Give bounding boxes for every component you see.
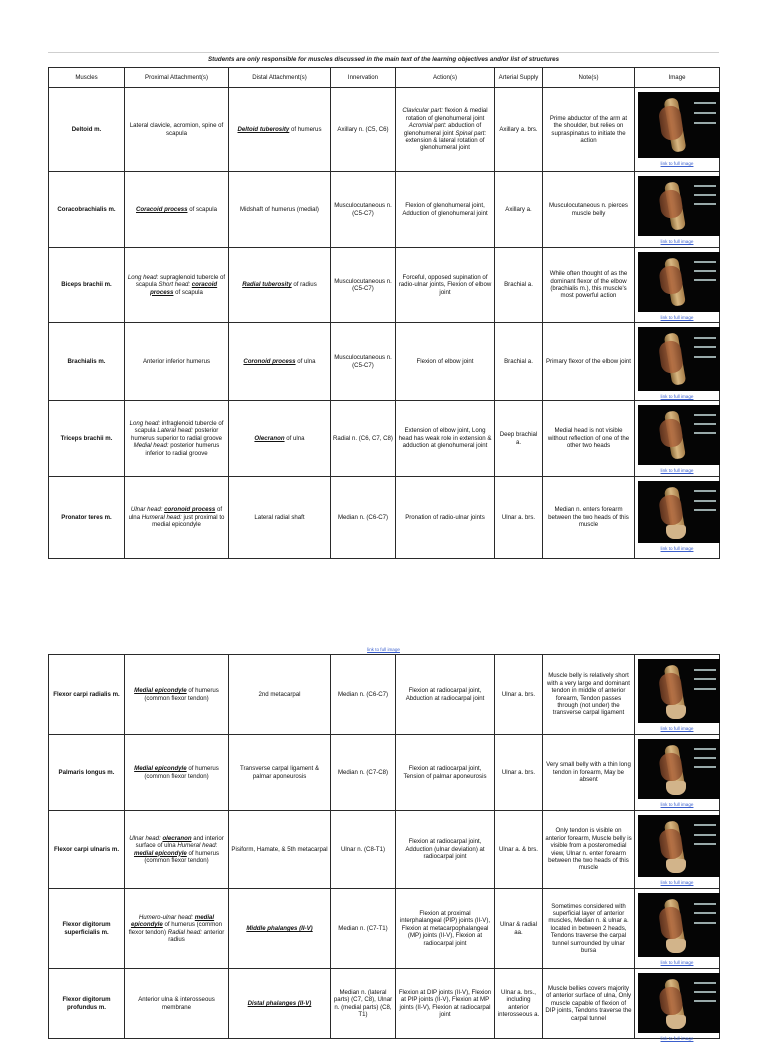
proximal-text: and interior surface of ulna: [135, 834, 224, 850]
muscle-name: Biceps brachii m.: [49, 248, 125, 323]
proximal-attachment: [125, 172, 229, 248]
arterial-supply: Axillary a. brs.: [495, 88, 543, 172]
table-body-upper: [49, 88, 720, 559]
muscle-name: Triceps brachii m.: [49, 401, 125, 477]
proximal-text: posterior humerus inferior to radial groove: [145, 442, 220, 457]
image-cell: [635, 735, 720, 811]
actions: [396, 477, 495, 559]
image-cell: [635, 172, 720, 248]
table-row: [49, 323, 720, 401]
distal-attachment: [229, 969, 331, 1039]
distal-text: Radial tuberosity: [242, 281, 292, 289]
image-cell: [635, 248, 720, 323]
arterial-supply: Ulnar a. brs.: [495, 477, 543, 559]
proximal-text: posterior humerus superior to radial groove: [130, 427, 223, 442]
proximal-attachment: [125, 248, 229, 323]
label-line: [694, 912, 716, 914]
innervation: Median n. (C7-C8): [331, 735, 396, 811]
proximal-attachment: [125, 735, 229, 811]
proximal-text: supraglenoid tubercle of scapula: [135, 273, 226, 289]
proximal-text: Humeral head:: [177, 842, 218, 850]
muscle-table-lower: [48, 654, 720, 1039]
proximal-text: of scapula: [173, 288, 203, 296]
anatomy-photo[interactable]: [638, 973, 720, 1033]
distal-text: Pisiform, Hamate, & 5th metacarpal: [231, 845, 328, 853]
full-image-link[interactable]: link to full image: [660, 880, 694, 885]
arterial-supply: Ulnar & radial aa.: [495, 889, 543, 969]
action-text: Spinal part:: [455, 129, 487, 137]
proximal-text: of ulna: [128, 506, 223, 521]
innervation: Median n. (C7-T1): [331, 889, 396, 969]
full-image-link[interactable]: link to full image: [367, 647, 400, 652]
header-actions: Action(s): [396, 68, 495, 88]
full-image-link[interactable]: link to full image: [660, 239, 694, 244]
muscle-shape: [658, 906, 684, 941]
innervation: Musculocutaneous n. (C5-C7): [331, 248, 396, 323]
hand-shape: [666, 781, 686, 795]
full-image-link[interactable]: link to full image: [660, 960, 694, 965]
label-line: [694, 122, 716, 124]
full-image-link[interactable]: link to full image: [660, 394, 694, 399]
arterial-supply: Brachial a.: [495, 248, 543, 323]
responsibility-banner: Students are only responsible for muscles discussed in the main text of the learning objectives and/or list of structures: [207, 56, 560, 63]
muscle-name: Pronator teres m.: [49, 477, 125, 559]
actions: [396, 969, 495, 1039]
label-line: [694, 991, 716, 993]
distal-text: Midshaft of humerus (medial): [240, 205, 319, 213]
distal-text: of humerus: [289, 125, 322, 133]
label-line: [694, 270, 716, 272]
muscle-name: Deltoid m.: [49, 88, 125, 172]
label-line: [694, 203, 716, 205]
arterial-supply: Ulnar a. brs.: [495, 655, 543, 735]
header-notes: Note(s): [543, 68, 635, 88]
proximal-text: of humerus (common flexor tendon): [144, 849, 220, 864]
image-cell: [635, 969, 720, 1039]
action-text: Acromial part:: [408, 122, 447, 130]
innervation: Median n. (lateral parts) (C7, C8), Ulnar n. (medial parts) (C8, T1): [331, 969, 396, 1039]
action-text: Flexion of glenohumeral joint, Adduction of glenohumeral joint: [402, 202, 488, 217]
hand-shape: [666, 939, 686, 953]
label-line: [694, 432, 716, 434]
image-cell: [635, 655, 720, 735]
innervation: Musculocutaneous n. (C5-C7): [331, 172, 396, 248]
distal-attachment: [229, 477, 331, 559]
header-arterial-supply: Arterial Supply: [495, 68, 543, 88]
arterial-supply: Ulnar a. brs., including anterior interosseous a.: [495, 969, 543, 1039]
header-image: Image: [635, 68, 720, 88]
notes: While often thought of as the dominant flexor of the elbow (brachialis m.), this muscle's most powerful action: [543, 248, 635, 323]
label-line: [694, 500, 716, 502]
image-cell: [635, 477, 720, 559]
distal-text: Lateral radial shaft: [254, 513, 305, 521]
label-line: [694, 261, 716, 263]
distal-text: Olecranon: [254, 434, 285, 442]
label-line: [694, 423, 716, 425]
proximal-text: Humeral head:: [141, 513, 182, 521]
table-row: [49, 477, 720, 559]
action-text: Flexion at proximal interphalangeal (PIP) joints (II-V), Flexion at metacarpophalangeal (MP) joints (II-V), Flexion at radiocarpal joint: [399, 909, 491, 947]
arterial-supply: Ulnar a. brs.: [495, 735, 543, 811]
label-line: [694, 414, 716, 416]
proximal-text: Medial head:: [133, 442, 169, 450]
image-cell: [635, 401, 720, 477]
notes: Only tendon is visible on anterior forearm, Muscle belly is visible from a posteromedial view, Ulnar n. enter forearm between the two heads of this muscle: [543, 811, 635, 889]
action-text: Flexion at DIP joints (II-V), Flexion at PIP joints (II-V), Flexion at MP joints (II-V), Flexion at radiocarpal joint: [398, 988, 492, 1018]
table-row: [49, 811, 720, 889]
action-text: Clavicular part:: [402, 107, 443, 115]
proximal-text: Long head:: [127, 273, 159, 281]
notes: Prime abductor of the arm at the shoulder, but relies on supraspinatus to initiate the action: [543, 88, 635, 172]
action-text: Flexion at radiocarpal joint, Tension of palmar aponeurosis: [403, 765, 487, 780]
muscle-name: Flexor carpi ulnaris m.: [49, 811, 125, 889]
table-row: [49, 655, 720, 735]
distal-text: Transverse carpal ligament & palmar aponeurosis: [239, 765, 320, 780]
label-line: [694, 982, 716, 984]
anatomy-photo[interactable]: [638, 327, 720, 391]
proximal-text: Lateral clavicle, acromion, spine of scapula: [129, 122, 224, 137]
muscle-shape: [658, 105, 685, 142]
label-line: [694, 824, 716, 826]
anatomy-photo[interactable]: [638, 252, 720, 312]
label-line: [694, 903, 716, 905]
muscle-name: Coracobrachialis m.: [49, 172, 125, 248]
proximal-attachment: [125, 889, 229, 969]
proximal-text: Humero-ulnar head:: [138, 913, 194, 921]
label-line: [694, 748, 716, 750]
proximal-attachment: [125, 88, 229, 172]
distal-text: Distal phalanges (II-V): [247, 999, 312, 1007]
label-line: [694, 757, 716, 759]
actions: [396, 88, 495, 172]
muscle-name: Flexor digitorum superficialis m.: [49, 889, 125, 969]
distal-attachment: [229, 401, 331, 477]
proximal-attachment: [125, 401, 229, 477]
notes: Muscle belly is relatively short with a very large and dominant tendon in middle of anterior forearm, Tendon passes through (not under) the transverse carpal ligament: [543, 655, 635, 735]
action-text: Flexion at radiocarpal joint, Adduction (ulnar deviation) at radiocarpal joint: [405, 838, 485, 861]
anatomy-photo[interactable]: [638, 405, 720, 465]
proximal-text: of humerus (common flexor tendon): [144, 765, 219, 780]
label-line: [694, 185, 716, 187]
notes: Very small belly with a thin long tendon in forearm, May be absent: [543, 735, 635, 811]
full-image-link[interactable]: link to full image: [660, 802, 694, 807]
full-image-link[interactable]: link to full image: [660, 468, 694, 473]
muscle-shape: [658, 340, 684, 375]
innervation: Musculocutaneous n. (C5-C7): [331, 323, 396, 401]
proximal-text: anterior radius: [168, 928, 225, 943]
full-image-link[interactable]: link to full image: [660, 161, 694, 166]
distal-attachment: [229, 889, 331, 969]
header-proximal-attachment: Proximal Attachment(s): [125, 68, 229, 88]
notes: Muscle bellies covers majority of anterior surface of ulna, Only muscle capable of flexion of DIP joints, Tendons traverse the carpal tunnel: [543, 969, 635, 1039]
action-text: Flexion of elbow joint: [416, 357, 474, 365]
table-section-upper: [48, 52, 719, 551]
anatomy-photo[interactable]: [638, 176, 720, 236]
table-section-lower: [48, 645, 719, 1041]
hand-shape: [666, 859, 686, 873]
actions: [396, 323, 495, 401]
notes: Medial head is not visible without reflection of one of the other two heads: [543, 401, 635, 477]
proximal-text: of humerus (common flexor tendon): [144, 687, 219, 702]
actions: [396, 401, 495, 477]
proximal-attachment: [125, 477, 229, 559]
proximal-text: Long head:: [129, 419, 161, 427]
innervation: Axillary n. (C5, C6): [331, 88, 396, 172]
anatomy-photo[interactable]: [638, 893, 720, 957]
arterial-supply: Brachial a.: [495, 323, 543, 401]
proximal-text: Lateral head:: [157, 427, 193, 435]
arterial-supply: Deep brachial a.: [495, 401, 543, 477]
label-line: [694, 678, 716, 680]
muscle-shape: [658, 494, 684, 527]
full-image-link[interactable]: link to full image: [660, 1036, 694, 1041]
hand-shape: [666, 1015, 686, 1029]
distal-text: of ulna: [295, 357, 316, 365]
proximal-text: olecranon: [162, 834, 192, 842]
muscle-shape: [658, 828, 684, 861]
action-text: abduction of glenohumeral joint: [403, 122, 482, 137]
actions: [396, 248, 495, 323]
table-row: [49, 248, 720, 323]
distal-text: Deltoid tuberosity: [237, 125, 290, 133]
hand-shape: [666, 525, 686, 539]
muscle-table-upper: [48, 67, 720, 559]
distal-attachment: [229, 735, 331, 811]
proximal-text: of humerus (common flexor tendon): [128, 921, 223, 936]
image-cell: [635, 323, 720, 401]
label-line: [694, 688, 716, 690]
anatomy-photo[interactable]: [638, 659, 720, 723]
anatomy-photo[interactable]: [638, 481, 720, 543]
proximal-text: Short head:: [158, 281, 191, 289]
notes: Sometimes considered with superficial layer of anterior muscles, Median n. & ulnar a. located in between 2 heads, Tendons traverse the carpal tunnel surrounded by ulnar bursa: [543, 889, 635, 969]
label-line: [694, 843, 716, 845]
proximal-text: Ulnar head:: [129, 834, 161, 842]
table-row: [49, 172, 720, 248]
muscle-name: Flexor digitorum profundus m.: [49, 969, 125, 1039]
muscle-shape: [658, 672, 684, 707]
actions: [396, 735, 495, 811]
label-line: [694, 766, 716, 768]
proximal-text: of scapula: [187, 205, 217, 213]
header-distal-attachment: Distal Attachment(s): [229, 68, 331, 88]
image-cell: [635, 88, 720, 172]
distal-attachment: [229, 248, 331, 323]
table-row: [49, 889, 720, 969]
hand-shape: [666, 705, 686, 719]
proximal-text: Radial head:: [167, 928, 202, 936]
action-text: Forceful, opposed supination of radio-ulnar joints, Flexion of elbow joint: [398, 273, 492, 296]
label-line: [694, 194, 716, 196]
table-row: [49, 735, 720, 811]
distal-attachment: [229, 172, 331, 248]
proximal-text: Anterior inferior humerus: [142, 357, 211, 365]
notes: Musculocutaneous n. pierces muscle belly: [543, 172, 635, 248]
actions: [396, 811, 495, 889]
anatomy-photo[interactable]: [638, 815, 720, 877]
label-line: [694, 112, 716, 114]
table-row: [49, 969, 720, 1039]
anatomy-photo[interactable]: [638, 92, 720, 158]
table-body-lower: [49, 655, 720, 1039]
proximal-text: Anterior ulna & interosseous membrane: [138, 996, 215, 1011]
full-image-link[interactable]: link to full image: [660, 726, 694, 731]
actions: [396, 655, 495, 735]
distal-attachment: [229, 811, 331, 889]
proximal-text: infraglenoid tubercle of scapula: [134, 419, 224, 435]
innervation: Median n. (C6-C7): [331, 477, 396, 559]
muscle-name: Flexor carpi radialis m.: [49, 655, 125, 735]
distal-attachment: [229, 88, 331, 172]
table-header-row: [49, 68, 720, 88]
label-line: [694, 509, 716, 511]
proximal-attachment: [125, 655, 229, 735]
label-line: [694, 1000, 716, 1002]
label-line: [694, 346, 716, 348]
action-text: Flexion at radiocarpal joint, Abduction at radiocarpal joint: [405, 687, 485, 702]
header-innervation: Innervation: [331, 68, 396, 88]
distal-attachment: [229, 323, 331, 401]
label-line: [694, 337, 716, 339]
notes: Primary flexor of the elbow joint: [543, 323, 635, 401]
proximal-text: coracoid process: [150, 281, 218, 296]
muscle-name: Brachialis m.: [49, 323, 125, 401]
label-line: [694, 279, 716, 281]
proximal-attachment: [125, 323, 229, 401]
innervation: Median n. (C6-C7): [331, 655, 396, 735]
header-muscles: Muscles: [49, 68, 125, 88]
proximal-text: coronoid process: [164, 506, 216, 514]
proximal-text: Coracoid process: [136, 205, 188, 213]
distal-attachment: [229, 655, 331, 735]
notes: Median n. enters forearm between the two heads of this muscle: [543, 477, 635, 559]
distal-text: 2nd metacarpal: [258, 690, 301, 698]
full-image-link[interactable]: link to full image: [660, 546, 694, 551]
distal-text: of ulna: [284, 434, 305, 442]
proximal-text: medial epicondyle: [133, 849, 187, 857]
label-line: [694, 490, 716, 492]
label-line: [694, 922, 716, 924]
action-text: Pronation of radio-ulnar joints: [405, 513, 485, 521]
proximal-attachment: [125, 811, 229, 889]
proximal-attachment: [125, 969, 229, 1039]
innervation: Ulnar n. (C8-T1): [331, 811, 396, 889]
arterial-supply: Ulnar a. & brs.: [495, 811, 543, 889]
table-row: [49, 401, 720, 477]
proximal-text: Medial epicondyle: [134, 765, 187, 773]
action-text: Extension of elbow joint, Long head has weak role in extension & adduction at glenohumeral joint: [398, 427, 492, 450]
proximal-text: just proximal to medial epicondyle: [152, 513, 225, 529]
label-line: [694, 669, 716, 671]
label-line: [694, 834, 716, 836]
muscle-name: Palmaris longus m.: [49, 735, 125, 811]
label-line: [694, 356, 716, 358]
proximal-text: medial epicondyle: [130, 913, 215, 929]
distal-text: of radius: [291, 281, 317, 289]
innervation: Radial n. (C6, C7, C8): [331, 401, 396, 477]
actions: [396, 889, 495, 969]
arterial-supply: Axillary a.: [495, 172, 543, 248]
label-line: [694, 102, 716, 104]
action-text: extension & lateral rotation of glenohumeral joint: [405, 136, 485, 152]
distal-text: Coronoid process: [243, 357, 296, 365]
table-row: [49, 88, 720, 172]
anatomy-photo[interactable]: [638, 739, 720, 799]
image-cell: [635, 889, 720, 969]
image-cell: [635, 811, 720, 889]
distal-text: Middle phalanges (II-V): [246, 924, 313, 932]
action-text: flexion & medial rotation of glenohumeral joint: [405, 107, 488, 122]
actions: [396, 172, 495, 248]
full-image-link[interactable]: link to full image: [660, 315, 694, 320]
proximal-text: Ulnar head:: [130, 506, 163, 514]
proximal-text: Medial epicondyle: [134, 687, 187, 695]
